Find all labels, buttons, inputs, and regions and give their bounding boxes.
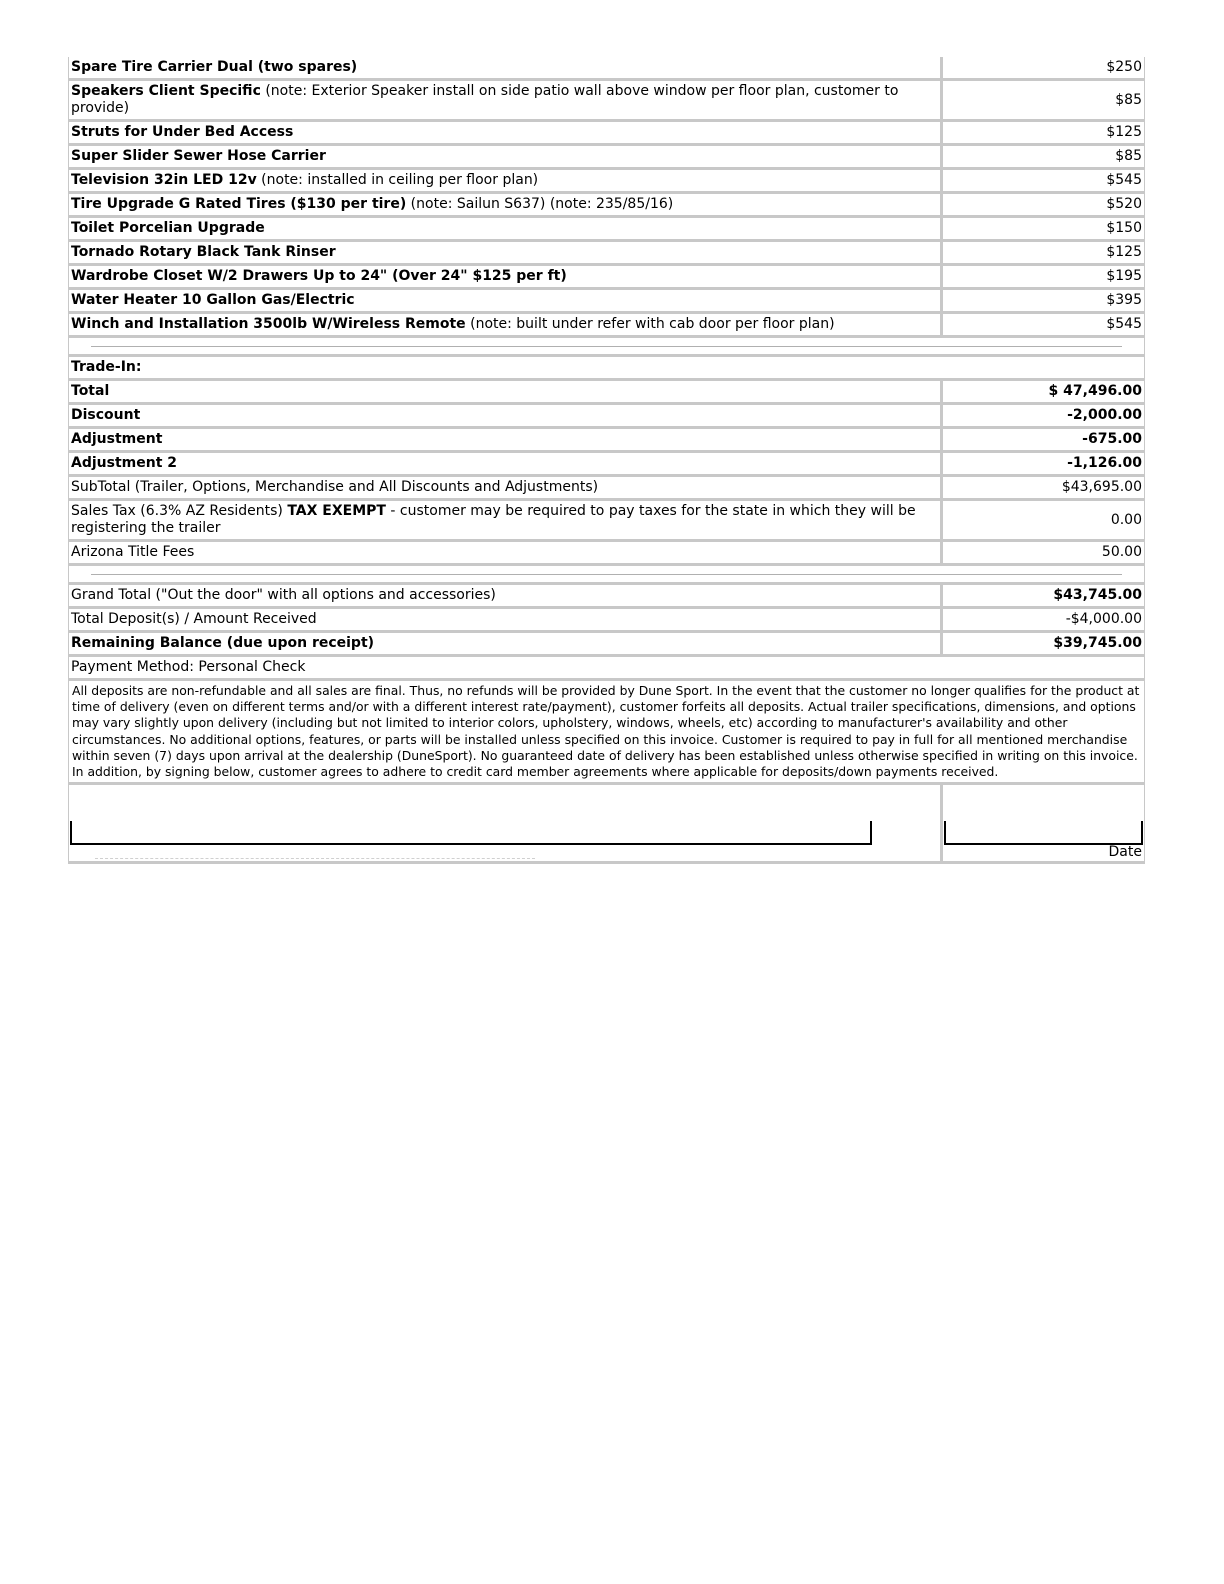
line-item-price: $85 bbox=[1115, 91, 1142, 108]
line-item-description bbox=[68, 146, 940, 170]
adjustment2-row bbox=[68, 453, 1145, 477]
adjustment-row bbox=[68, 429, 1145, 453]
line-item-row bbox=[68, 170, 1145, 194]
balance-value: $39,745.00 bbox=[1053, 635, 1142, 651]
line-item-price: $125 bbox=[1106, 244, 1142, 260]
line-items bbox=[68, 57, 1145, 338]
line-item-price: $125 bbox=[1106, 124, 1142, 140]
line-item-price: $395 bbox=[1106, 292, 1142, 308]
separator-line bbox=[91, 574, 1122, 575]
line-item-name: Water Heater 10 Gallon Gas/Electric bbox=[71, 292, 355, 308]
line-item-price: $545 bbox=[1106, 172, 1142, 188]
line-item-name: Wardrobe Closet W/2 Drawers Up to 24" (Over 24" $125 per ft) bbox=[71, 268, 567, 284]
line-item-name: Speakers Client Specific bbox=[71, 83, 261, 99]
total-row bbox=[68, 381, 1145, 405]
line-item-price: $85 bbox=[1115, 148, 1142, 164]
sales-tax-label-post: - customer may be required to pay taxes for the state in which they will be registering the trailer bbox=[71, 503, 916, 536]
total-value: $ 47,496.00 bbox=[1048, 383, 1142, 399]
line-item-note: (note: Sailun S637) (note: 235/85/16) bbox=[406, 196, 674, 212]
payment-method: Payment Method: Personal Check bbox=[71, 659, 306, 675]
sales-tax-label-pre: Sales Tax (6.3% AZ Residents) bbox=[71, 503, 288, 519]
line-item-name: Struts for Under Bed Access bbox=[71, 124, 294, 140]
line-item-name: Toilet Porcelian Upgrade bbox=[71, 220, 265, 236]
invoice-table bbox=[68, 57, 1145, 864]
discount-row bbox=[68, 405, 1145, 429]
adjustment-label: Adjustment bbox=[71, 431, 163, 447]
line-item-row bbox=[68, 81, 1145, 122]
line-item-note: (note: Exterior Speaker install on side patio wall above window per floor plan, customer to provide) bbox=[71, 83, 899, 116]
sales-tax-value: 0.00 bbox=[1110, 511, 1142, 528]
date-cell[interactable] bbox=[940, 785, 1145, 864]
line-item-row bbox=[68, 194, 1145, 218]
line-item-name: Tire Upgrade G Rated Tires ($130 per tire) bbox=[71, 196, 407, 212]
line-item-description bbox=[68, 290, 940, 314]
balance-row bbox=[68, 633, 1145, 657]
adjustment-value: -675.00 bbox=[1082, 431, 1142, 447]
separator-row bbox=[68, 566, 1145, 585]
line-item-row bbox=[68, 218, 1145, 242]
line-item-row bbox=[68, 122, 1145, 146]
grand-total-row bbox=[68, 585, 1145, 609]
subtotal-row bbox=[68, 477, 1145, 501]
line-item-note: (note: installed in ceiling per floor plan) bbox=[256, 172, 539, 188]
line-item-name: Spare Tire Carrier Dual (two spares) bbox=[71, 59, 358, 75]
date-line[interactable] bbox=[944, 821, 1143, 845]
line-item-note: (note: built under refer with cab door per floor plan) bbox=[465, 316, 835, 332]
line-item-description bbox=[68, 218, 940, 242]
subtotal-value: $43,695.00 bbox=[1061, 479, 1142, 495]
deposit-label: Total Deposit(s) / Amount Received bbox=[71, 611, 317, 627]
deposit-value: -$4,000.00 bbox=[1065, 611, 1142, 627]
line-item-price: $250 bbox=[1106, 59, 1142, 75]
line-item-price: $545 bbox=[1106, 316, 1142, 332]
line-item-name: Super Slider Sewer Hose Carrier bbox=[71, 148, 326, 164]
line-item-description bbox=[68, 170, 940, 194]
signature-row bbox=[68, 785, 1145, 864]
legal-terms-row bbox=[68, 681, 1145, 785]
trade-in-row bbox=[68, 357, 1145, 381]
line-item-row bbox=[68, 57, 1145, 81]
adjustment2-label: Adjustment 2 bbox=[71, 455, 178, 471]
line-item-price: $195 bbox=[1106, 268, 1142, 284]
line-item-description bbox=[68, 266, 940, 290]
deposit-row bbox=[68, 609, 1145, 633]
line-item-description bbox=[68, 81, 940, 122]
line-item-row bbox=[68, 146, 1145, 170]
line-item-name: Television 32in LED 12v bbox=[71, 172, 257, 188]
title-fees-label: Arizona Title Fees bbox=[71, 544, 195, 560]
title-fees-row bbox=[68, 542, 1145, 566]
separator-row bbox=[68, 338, 1145, 357]
line-item-description bbox=[68, 242, 940, 266]
legal-terms-text: All deposits are non-refundable and all sales are final. Thus, no refunds will be provided by Dune Sport. In the event that the customer no longer qualifies for the product at time of delivery (even on different terms and/or with a different interest rate/payment), customer forfeits all deposits. Actual trailer specifications, dimensions, and options may vary slightly upon delivery (including but not limited to interior colors, upholstery, windows, wheels, etc) according to manufacturer's availability and other circumstances. No additional options, features, or parts will be installed unless specified on this invoice. Customer is required to pay in full for all mentioned merchandise within seven (7) days upon arrival at the dealership (DuneSport). No guaranteed date of delivery has been established unless otherwise specified in writing on this invoice. In addition, by signing below, customer agrees to adhere to credit card member agreements where applicable for deposits/down payments received. bbox=[72, 683, 1140, 780]
separator-line bbox=[91, 346, 1122, 347]
signature-cell[interactable] bbox=[68, 785, 940, 864]
grand-total-label: Grand Total ("Out the door" with all options and accessories) bbox=[71, 587, 496, 603]
title-fees-value: 50.00 bbox=[1101, 544, 1142, 560]
signature-caption-remnant bbox=[95, 858, 535, 861]
tax-exempt-label: TAX EXEMPT bbox=[287, 503, 386, 519]
line-item-row bbox=[68, 290, 1145, 314]
sales-tax-row bbox=[68, 501, 1145, 542]
line-item-description bbox=[68, 122, 940, 146]
grand-total-value: $43,745.00 bbox=[1053, 587, 1142, 603]
total-label: Total bbox=[71, 383, 110, 399]
line-item-description bbox=[68, 57, 940, 81]
date-label: Date bbox=[1108, 844, 1142, 861]
payment-method-row bbox=[68, 657, 1145, 681]
subtotal-label: SubTotal (Trailer, Options, Merchandise and All Discounts and Adjustments) bbox=[71, 479, 599, 495]
discount-value: -2,000.00 bbox=[1067, 407, 1142, 423]
line-item-price: $150 bbox=[1106, 220, 1142, 236]
balance-label: Remaining Balance (due upon receipt) bbox=[71, 635, 375, 651]
line-item-price: $520 bbox=[1106, 196, 1142, 212]
line-item-row bbox=[68, 242, 1145, 266]
adjustment2-value: -1,126.00 bbox=[1067, 455, 1142, 471]
line-item-description bbox=[68, 194, 940, 218]
line-item-description bbox=[68, 314, 940, 338]
sales-tax-label bbox=[68, 501, 940, 542]
line-item-name: Winch and Installation 3500lb W/Wireless Remote bbox=[71, 316, 466, 332]
trade-in-label: Trade-In: bbox=[71, 359, 142, 375]
line-item-name: Tornado Rotary Black Tank Rinser bbox=[71, 244, 336, 260]
discount-label: Discount bbox=[71, 407, 141, 423]
line-item-row bbox=[68, 266, 1145, 290]
line-item-row bbox=[68, 314, 1145, 338]
signature-line[interactable] bbox=[70, 821, 872, 845]
